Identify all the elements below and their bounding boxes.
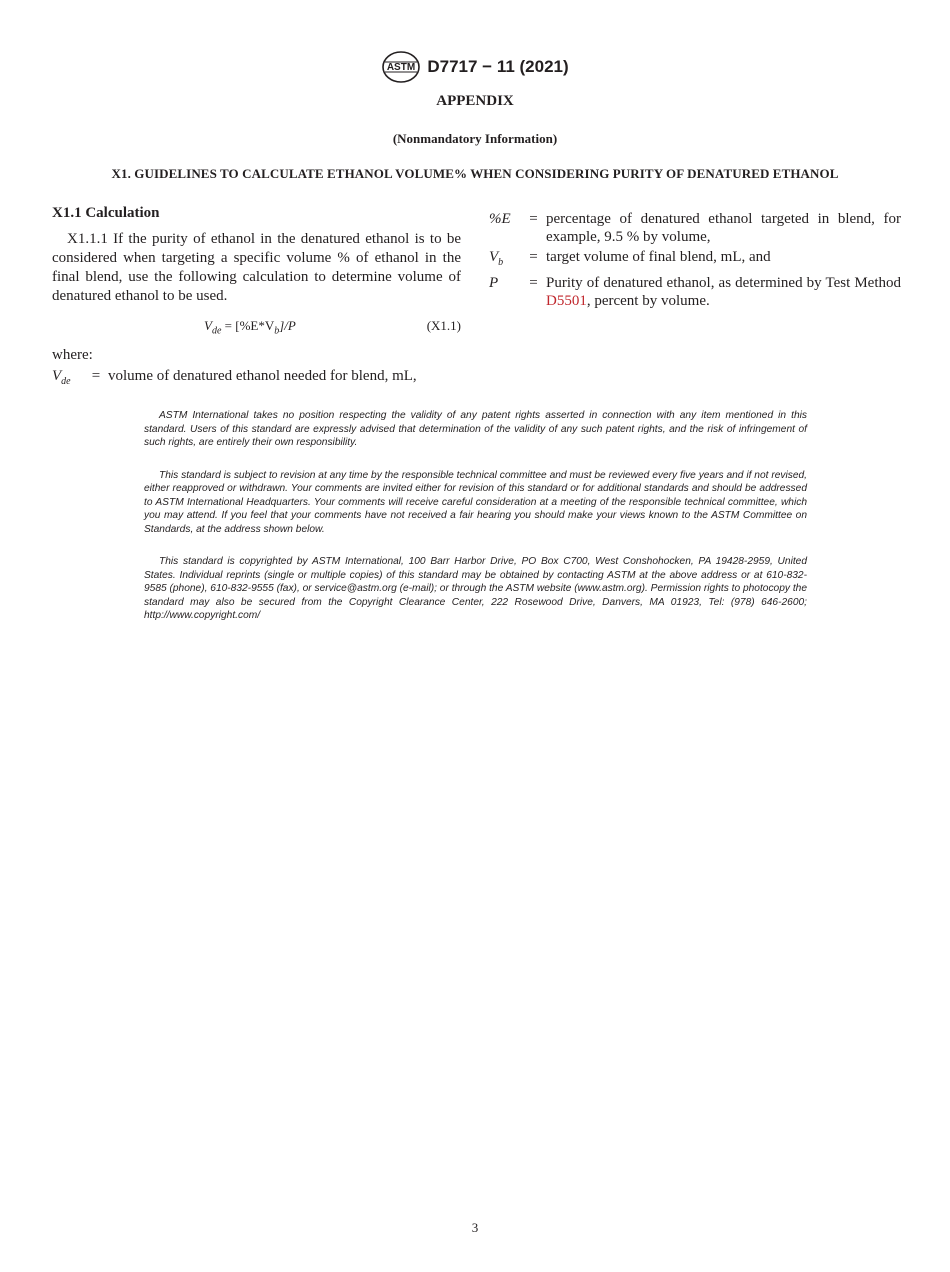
definition-item xyxy=(489,248,901,272)
definition-item xyxy=(52,367,461,391)
definition-text: percentage of denatured ethanol targeted in blend, for example, 9.5 % by volume, xyxy=(546,211,901,245)
page-number: 3 xyxy=(471,1220,479,1235)
definition-item xyxy=(489,274,901,310)
definition-item xyxy=(489,210,901,246)
definition-symbol: $V_{de}$ xyxy=(52,368,71,387)
nonmandatory-subtitle: (Nonmandatory Information) xyxy=(392,131,558,146)
d5501-link[interactable]: D5501 xyxy=(546,293,587,309)
guideline-title: X1. GUIDELINES TO CALCULATE ETHANOL VOLUME% WHEN CONSIDERING PURITY OF DENATURED ETHANOL xyxy=(111,166,839,181)
right-column xyxy=(489,208,901,310)
patent-notice: ASTM International takes no position respecting the validity of any patent rights asserted in connection with any item mentioned in this standard. Users of this standard are expressly advised that determination of the validity of any such patent rights, and the risk of infringement of such rights, are entirely their own responsibility. xyxy=(144,410,807,448)
definition-text: Purity of denatured ethanol, as determined by Test Method D5501, percent by volume. xyxy=(546,275,901,309)
equation xyxy=(52,314,461,338)
equation-formula: $V_{de} = [\%E*V_b]/P$ xyxy=(204,318,296,337)
definition-text: target volume of final blend, mL, and xyxy=(546,249,771,265)
svg-text:ASTM: ASTM xyxy=(387,62,416,73)
definition-equals: = xyxy=(529,249,538,265)
definition-equals: = xyxy=(91,368,101,384)
section-heading: X1.1 Calculation xyxy=(52,205,160,221)
definition-text: volume of denatured ethanol needed for blend, mL, xyxy=(108,368,417,384)
legal-notices xyxy=(144,409,807,642)
astm-logo-icon xyxy=(381,50,421,84)
document-header xyxy=(0,50,950,84)
standard-designation: D7717 − 11 (2021) xyxy=(427,57,569,76)
definition-symbol: P xyxy=(489,275,499,291)
left-column xyxy=(52,204,461,391)
calculation-paragraph: X1.1.1 If the purity of ethanol in the denatured ethanol is to be considered when targeting a specific volume % of ethanol in the final blend, use the following calculation to determine volume of denatured ethanol to be used. xyxy=(52,231,461,304)
definition-equals: = xyxy=(529,275,538,291)
appendix-title: APPENDIX xyxy=(436,93,514,109)
definition-symbol: %E xyxy=(489,211,511,227)
where-label: where: xyxy=(52,347,93,363)
equation-number: (X1.1) xyxy=(426,318,461,333)
copyright-notice: This standard is copyrighted by ASTM International, 100 Barr Harbor Drive, PO Box C700, West Conshohocken, PA 19428-2959, United States. Individual reprints (single or multiple copies) of this standard may be obtained by contacting ASTM at the above address or at 610-832-9585 (phone), 610-832-9555 (fax), or service@astm.org (e-mail); or through the ASTM website (www.astm.org). Permission rights to photocopy the standard may also be secured from the Copyright Clearance Center, 222 Rosewood Drive, Danvers, MA 01923, Tel: (978) 646-2600; http://www.copyright.com/ xyxy=(144,556,807,621)
definition-symbol: $V_b$ xyxy=(489,249,504,268)
definition-equals: = xyxy=(529,211,538,227)
revision-notice: This standard is subject to revision at any time by the responsible technical committee and must be reviewed every five years and if not revised, either reapproved or withdrawn. Your comments are invited either for revision of this standard or for additional standards and should be addressed to ASTM International Headquarters. Your comments will receive careful consideration at a meeting of the responsible technical committee, which you may attend. If you feel that your comments have not received a fair hearing you should make your views known to the ASTM Committee on Standards, at the address shown below. xyxy=(144,469,807,535)
